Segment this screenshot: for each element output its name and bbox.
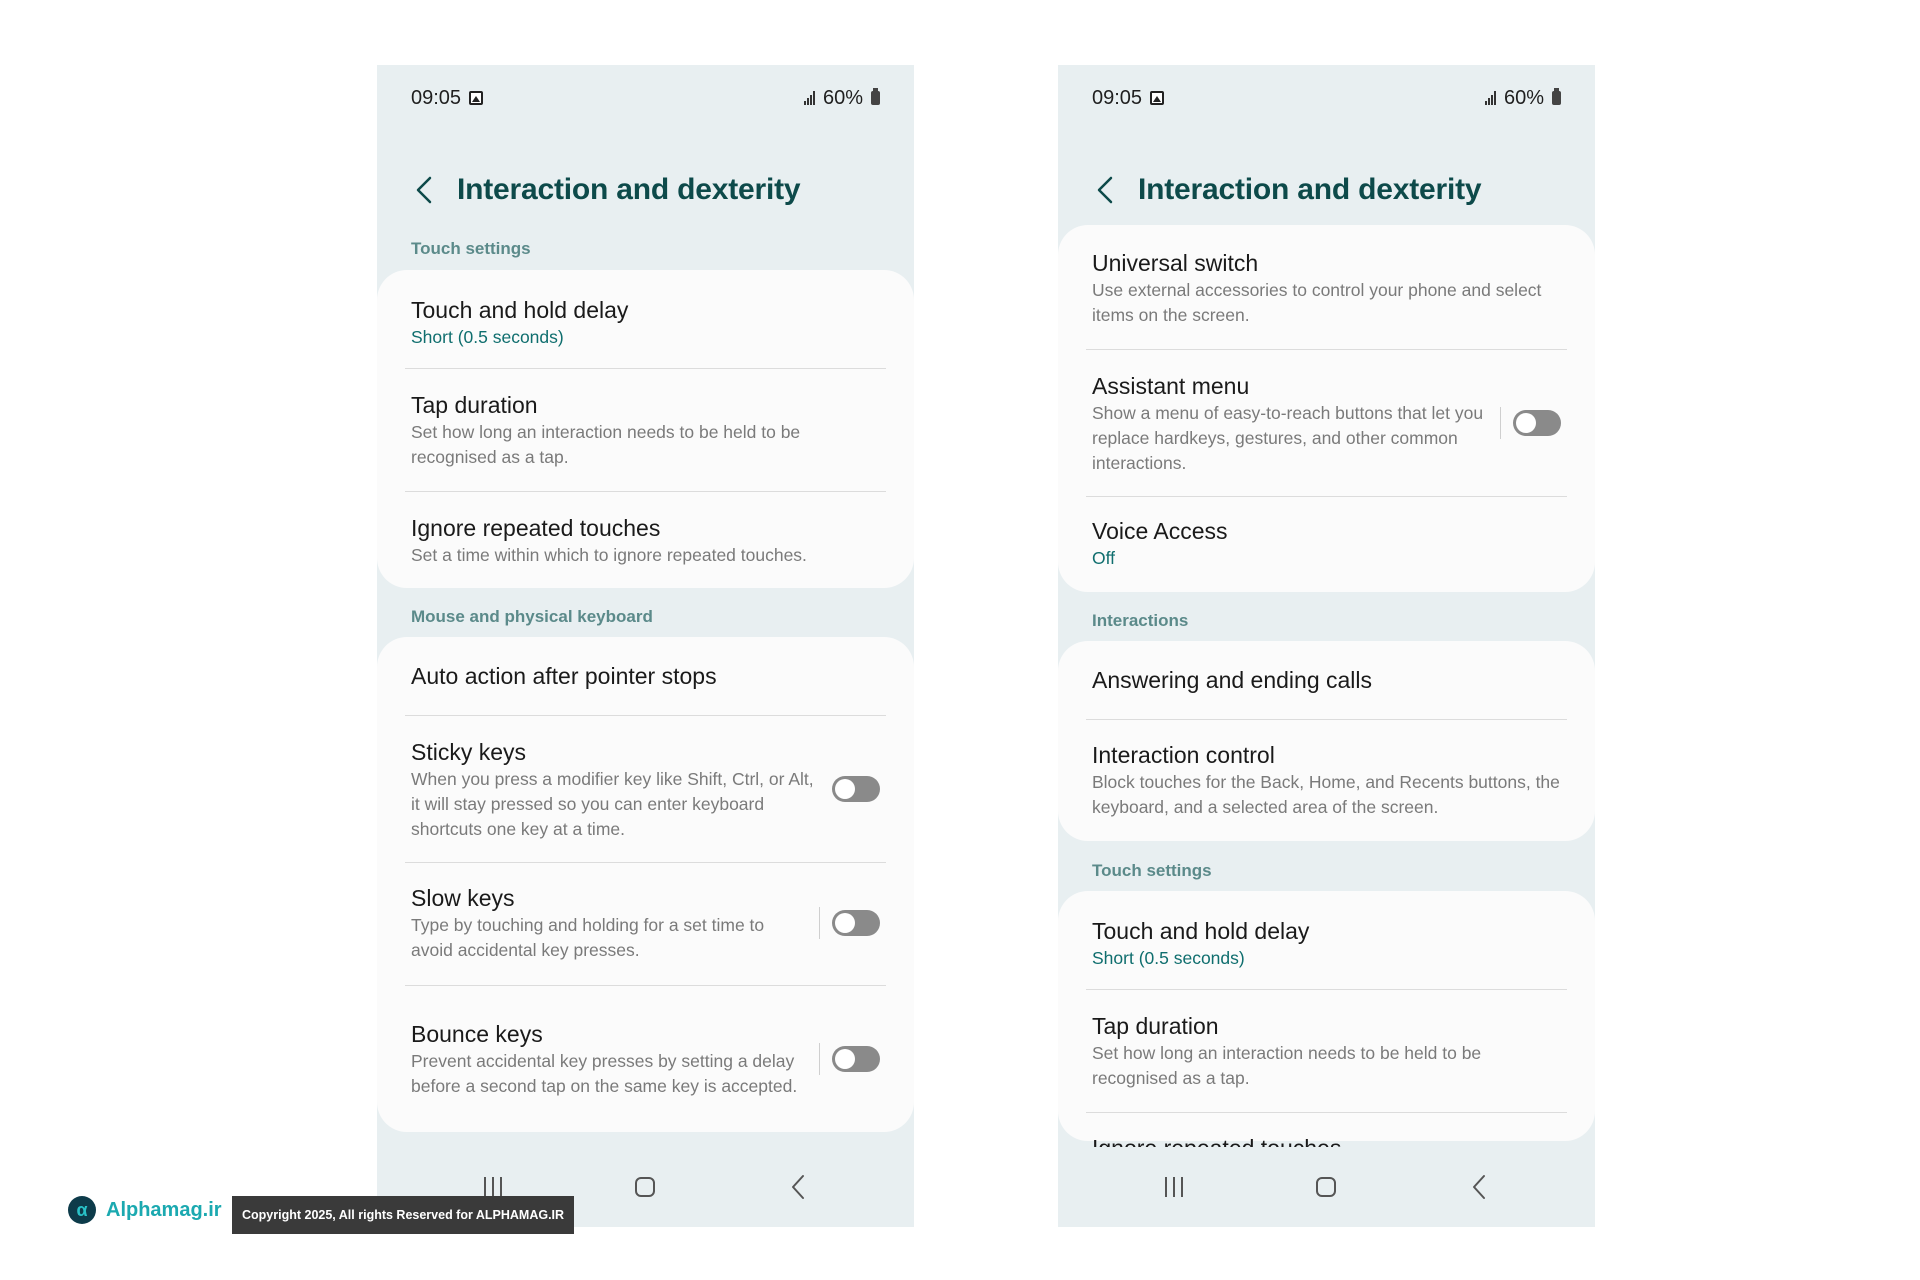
section-touch-settings: Touch settings xyxy=(1092,861,1212,880)
battery-percent: 60% xyxy=(822,86,863,109)
divider xyxy=(1086,719,1567,720)
status-time: 09:05 xyxy=(411,86,462,109)
divider xyxy=(405,491,886,492)
divider xyxy=(1086,349,1567,350)
separator xyxy=(819,1043,820,1075)
item-value: Off xyxy=(1092,547,1116,568)
watermark xyxy=(68,1196,222,1224)
slow-keys-toggle[interactable] xyxy=(832,910,880,936)
battery-icon xyxy=(1552,91,1561,105)
status-bar xyxy=(1092,83,1561,113)
navigation-bar xyxy=(1058,1147,1595,1227)
item-title: Voice Access xyxy=(1092,517,1228,544)
tap-duration-item[interactable] xyxy=(411,387,880,472)
phone-screen-left xyxy=(377,65,914,1227)
item-description: Set how long an interaction needs to be held to be recognised as a tap. xyxy=(411,421,801,467)
mouse-keyboard-card xyxy=(377,637,914,1132)
alphamag-logo-icon: α xyxy=(68,1196,96,1224)
touch-hold-delay-item[interactable] xyxy=(1092,911,1561,976)
universal-switch-item[interactable] xyxy=(1092,245,1561,330)
tap-duration-item[interactable] xyxy=(1092,1008,1561,1093)
touch-hold-delay-item[interactable] xyxy=(411,290,880,355)
page-title: Interaction and dexterity xyxy=(457,173,801,206)
nav-back-icon[interactable] xyxy=(1459,1167,1499,1207)
bounce-keys-toggle[interactable] xyxy=(832,1046,880,1072)
touch-settings-card xyxy=(377,270,914,588)
divider xyxy=(405,862,886,863)
section-interactions: Interactions xyxy=(1092,611,1189,630)
copyright-banner: Copyright 2025, All rights Reserved for ALPHAMAG.IR xyxy=(232,1196,574,1234)
section-touch-settings: Touch settings xyxy=(411,239,531,258)
divider xyxy=(405,368,886,369)
slow-keys-item[interactable] xyxy=(411,880,880,965)
battery-percent: 60% xyxy=(1503,86,1544,109)
answering-calls-item[interactable] xyxy=(1092,661,1561,699)
sticky-keys-item[interactable] xyxy=(411,733,880,845)
item-description: Use external accessories to control your phone and select items on the screen. xyxy=(1092,279,1542,325)
divider xyxy=(1086,989,1567,990)
divider xyxy=(1086,496,1567,497)
item-description: Set a time within which to ignore repeated touches. xyxy=(411,544,807,565)
item-title: Tap duration xyxy=(411,391,538,418)
home-icon[interactable] xyxy=(1306,1167,1346,1207)
separator xyxy=(819,907,820,939)
item-title: Sticky keys xyxy=(411,738,527,765)
item-description: Set how long an interaction needs to be held to be recognised as a tap. xyxy=(1092,1042,1482,1088)
battery-icon xyxy=(871,91,880,105)
back-arrow-icon[interactable] xyxy=(1092,170,1118,210)
status-time: 09:05 xyxy=(1092,86,1143,109)
divider xyxy=(1086,1112,1567,1113)
item-title: Slow keys xyxy=(411,884,515,911)
item-title: Ignore repeated touches xyxy=(411,514,661,541)
item-description: Show a menu of easy-to-reach buttons that let you replace hardkeys, gestures, and other common interactions. xyxy=(1092,402,1484,473)
watermark-site: Alphamag.ir xyxy=(106,1198,222,1221)
header xyxy=(411,160,894,220)
section-mouse-keyboard: Mouse and physical keyboard xyxy=(411,607,653,626)
item-title: Universal switch xyxy=(1092,249,1259,276)
status-bar xyxy=(411,83,880,113)
separator xyxy=(1500,407,1501,439)
signal-icon xyxy=(1485,91,1496,105)
item-description: Type by touching and holding for a set time to avoid accidental key presses. xyxy=(411,914,765,960)
item-title: Answering and ending calls xyxy=(1092,667,1373,693)
home-icon[interactable] xyxy=(625,1167,665,1207)
item-title: Touch and hold delay xyxy=(411,297,629,323)
item-description: Prevent accidental key presses by setting a delay before a second tap on the same key is accepted. xyxy=(411,1051,798,1096)
assistant-menu-toggle[interactable] xyxy=(1513,410,1561,436)
voice-access-item[interactable] xyxy=(1092,514,1561,572)
item-description: When you press a modifier key like Shift, Ctrl, or Alt, it will stay pressed so you can enter keyboard shortcuts one key at a time. xyxy=(411,768,814,839)
interaction-control-item[interactable] xyxy=(1092,737,1561,822)
item-value: Short (0.5 seconds) xyxy=(1092,948,1245,968)
page-title: Interaction and dexterity xyxy=(1138,173,1482,206)
item-title: Interaction control xyxy=(1092,741,1275,768)
divider xyxy=(405,715,886,716)
signal-icon xyxy=(804,91,815,105)
item-title: Tap duration xyxy=(1092,1012,1219,1039)
divider xyxy=(405,985,886,986)
back-arrow-icon[interactable] xyxy=(411,170,437,210)
assistant-menu-item[interactable] xyxy=(1092,367,1561,479)
item-title: Auto action after pointer stops xyxy=(411,663,717,689)
image-icon xyxy=(469,91,483,105)
bounce-keys-item[interactable] xyxy=(411,1003,880,1115)
interactions-card xyxy=(1058,641,1595,841)
item-value: Short (0.5 seconds) xyxy=(411,327,564,347)
phone-screen-right xyxy=(1058,65,1595,1227)
item-title: Touch and hold delay xyxy=(1092,918,1310,944)
item-title: Assistant menu xyxy=(1092,372,1250,399)
image-icon xyxy=(1150,91,1164,105)
sticky-keys-toggle[interactable] xyxy=(832,776,880,802)
item-description: Block touches for the Back, Home, and Recents buttons, the keyboard, and a selected area of the screen. xyxy=(1092,771,1560,817)
item-title: Bounce keys xyxy=(411,1021,543,1047)
recents-icon[interactable] xyxy=(1154,1167,1194,1207)
assist-card xyxy=(1058,225,1595,592)
ignore-repeated-touches-item[interactable] xyxy=(411,510,880,570)
auto-action-item[interactable] xyxy=(411,657,880,695)
nav-back-icon[interactable] xyxy=(778,1167,818,1207)
header xyxy=(1092,160,1575,220)
touch-settings-card xyxy=(1058,891,1595,1141)
